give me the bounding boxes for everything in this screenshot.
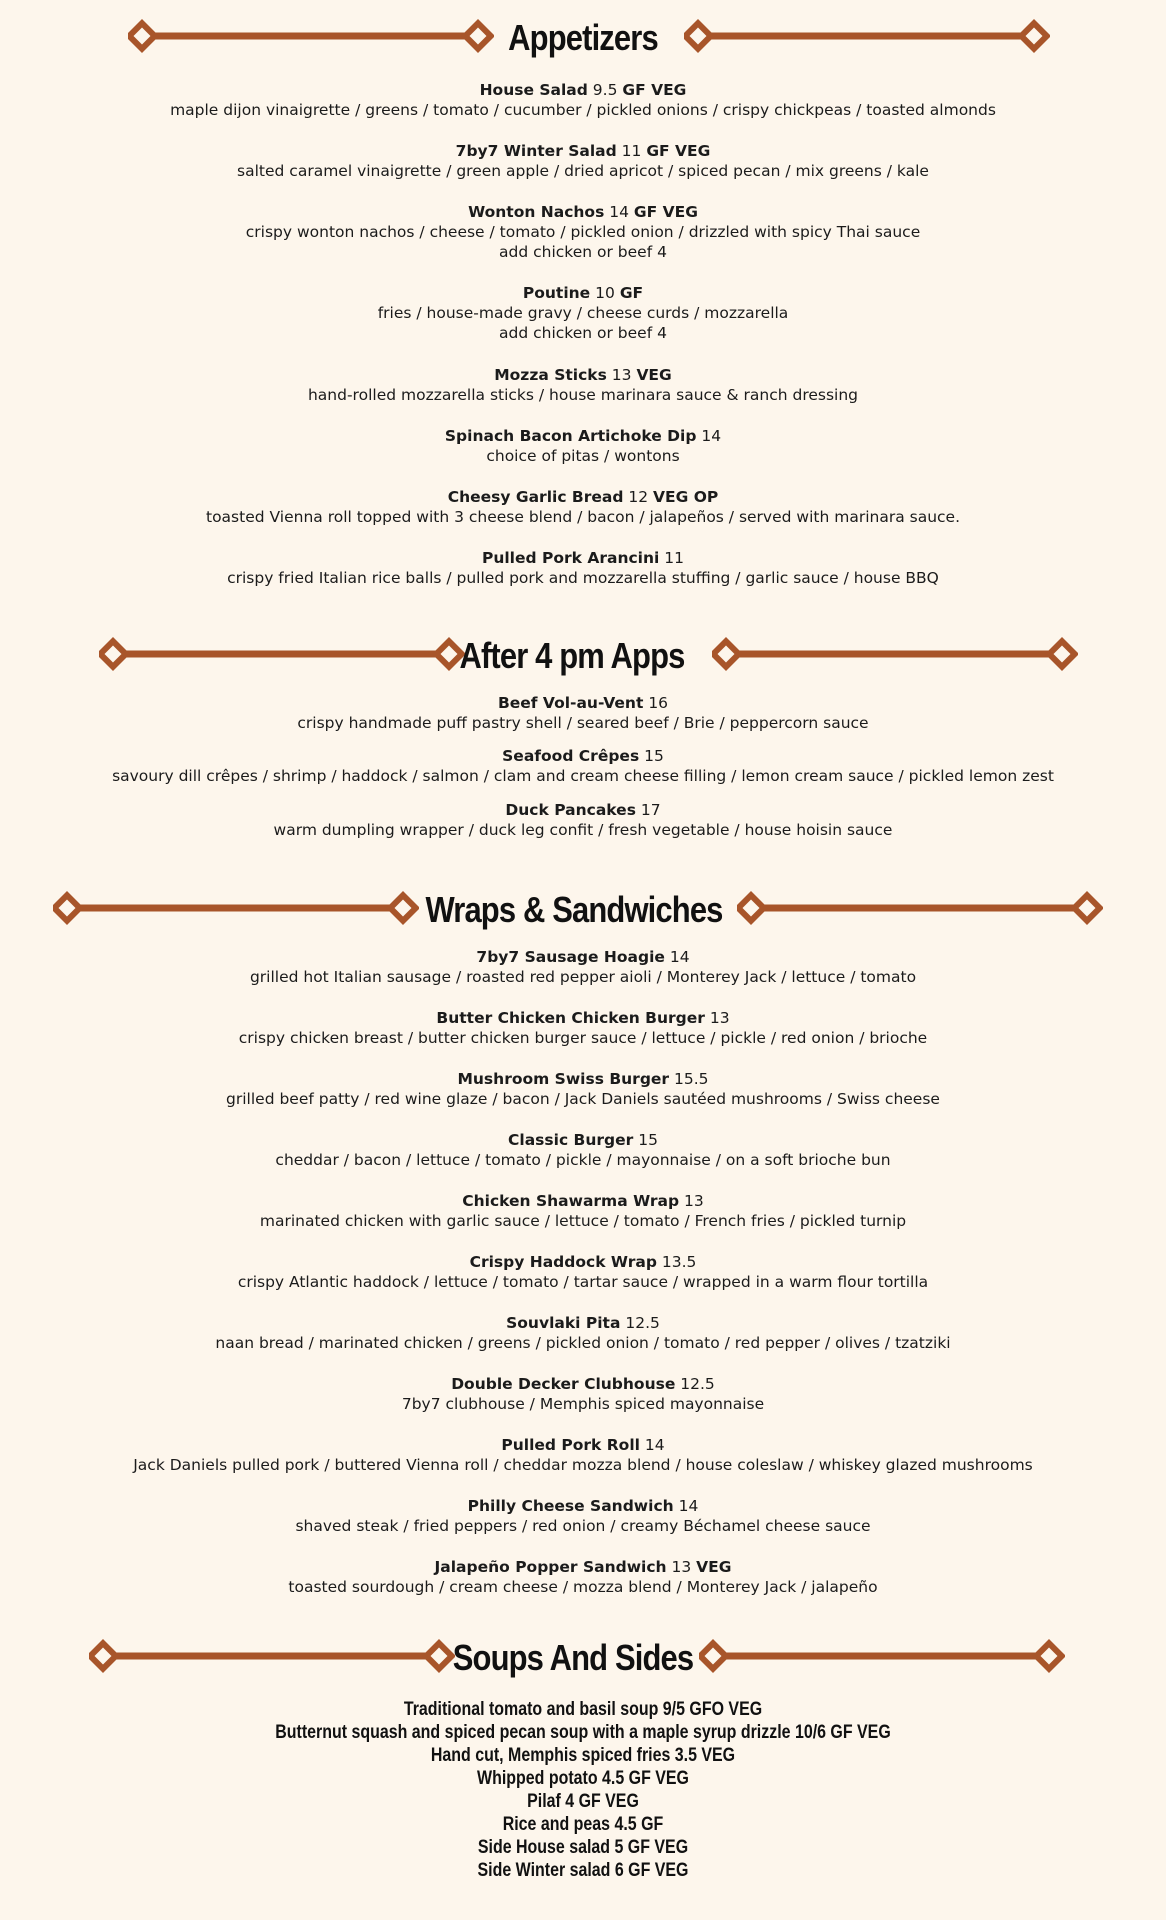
item-name: House Salad [479,81,588,99]
item-price: 14 [609,203,629,221]
section-header-after4 [0,631,1166,681]
item-name: Mushroom Swiss Burger [457,1070,670,1088]
item-price: 11 [664,549,685,567]
menu-item [0,1191,1166,1231]
item-name: Mozza Sticks [494,366,607,384]
item-tags: GF VEG [633,203,698,221]
item-description: 7by7 clubhouse / Memphis spiced mayonnaise [401,1395,765,1413]
menu-item [0,548,1166,588]
list-item: Side House salad 5 GF VEG [477,1837,689,1858]
list-item: Hand cut, Memphis spiced fries 3.5 VEG [430,1745,736,1766]
item-description: choice of pitas / wontons [486,447,680,465]
item-description: toasted Vienna roll topped with 3 cheese blend / bacon / jalapeños / served with marinara sauce. [206,508,960,526]
item-description: hand-rolled mozzarella sticks / house marinara sauce & ranch dressing [307,386,859,404]
item-description: grilled hot Italian sausage / roasted red pepper aioli / Monterey Jack / lettuce / tomato [249,968,917,986]
item-description: naan bread / marinated chicken / greens / pickled onion / tomato / red pepper / olives / tzatziki [215,1334,951,1352]
item-description: salted caramel vinaigrette / green apple / dried apricot / spiced pecan / mix greens / kale [237,162,929,180]
item-price: 13 [684,1192,704,1210]
item-name: Butter Chicken Chicken Burger [436,1009,705,1027]
item-name: 7by7 Winter Salad [455,142,617,160]
item-price: 13 [709,1009,730,1027]
menu-item [0,365,1166,405]
item-description: fries / house-made gravy / cheese curds / mozzarella [377,304,789,322]
menu-item [0,1557,1166,1597]
menu-item [0,426,1166,466]
item-price: 14 [669,948,690,966]
menu-item [0,283,1166,343]
item-price: 12.5 [625,1314,660,1332]
item-name: Souvlaki Pita [506,1314,621,1332]
item-price: 12 [628,488,649,506]
list-item: Rice and peas 4.5 GF [502,1814,664,1835]
menu-item [0,800,1166,840]
item-addon: add chicken or beef 4 [499,243,667,261]
ornament-right [737,885,1103,935]
item-price: 13 [611,366,632,384]
item-tags: VEG [636,366,672,384]
item-name: Poutine [522,284,591,302]
item-addon: add chicken or beef 4 [499,324,667,342]
menu-item [0,947,1166,987]
item-name: Jalapeño Popper Sandwich [434,1558,667,1576]
menu-item [0,693,1166,733]
item-name: Double Decker Clubhouse [451,1375,676,1393]
ornament-right [699,1633,1065,1683]
item-name: Seafood Crêpes [502,747,640,765]
menu-item [0,1313,1166,1353]
menu-item [0,1069,1166,1109]
section-header-wraps [0,885,1166,935]
list-item: Whipped potato 4.5 GF VEG [477,1768,689,1789]
list-item: Pilaf 4 GF VEG [527,1791,639,1812]
item-price: 14 [644,1436,665,1454]
item-description: crispy wonton nachos / cheese / tomato / pickled onion / drizzled with spicy Thai sauce [245,223,921,241]
menu-item [0,1435,1166,1475]
menu-item [0,202,1166,262]
item-description: crispy handmade puff pastry shell / seared beef / Brie / peppercorn sauce [297,714,869,732]
item-price: 17 [640,801,661,819]
item-description: crispy Atlantic haddock / lettuce / tomato / tartar sauce / wrapped in a warm flour tortilla [237,1273,929,1291]
item-price: 9.5 [592,81,618,99]
ornament-right [712,631,1078,681]
section-title-wraps: Wraps & Sandwiches [425,889,723,930]
item-description: grilled beef patty / red wine glaze / bacon / Jack Daniels sautéed mushrooms / Swiss cheese [226,1090,940,1108]
item-price: 15 [638,1131,658,1149]
item-name: Duck Pancakes [505,801,636,819]
item-tags: VEG OP [653,488,719,506]
item-description: cheddar / bacon / lettuce / tomato / pickle / mayonnaise / on a soft brioche bun [275,1151,891,1169]
list-item: Butternut squash and spiced pecan soup with a maple syrup drizzle 10/6 GF VEG [275,1722,891,1743]
menu-item [0,1496,1166,1536]
item-tags: GF VEG [646,142,711,160]
menu-item [0,487,1166,527]
item-name: Chicken Shawarma Wrap [462,1192,680,1210]
item-price: 16 [648,694,669,712]
ornament-right [684,13,1050,63]
item-price: 11 [621,142,642,160]
item-name: Classic Burger [508,1131,634,1149]
item-description: shaved steak / fried peppers / red onion / creamy Béchamel cheese sauce [295,1517,871,1535]
item-description: crispy fried Italian rice balls / pulled pork and mozzarella stuffing / garlic sauce / house BBQ [227,569,939,587]
item-price: 13 [671,1558,692,1576]
item-name: Pulled Pork Roll [501,1436,640,1454]
item-description: marinated chicken with garlic sauce / lettuce / tomato / French fries / pickled turnip [259,1212,907,1230]
item-price: 14 [678,1497,699,1515]
item-price: 15.5 [674,1070,709,1088]
item-name: Wonton Nachos [468,203,605,221]
menu-item [0,80,1166,120]
section-header-appetizers [0,13,1166,63]
item-name: Pulled Pork Arancini [481,549,660,567]
item-tags: GF VEG [622,81,687,99]
list-item: Side Winter salad 6 GF VEG [477,1860,689,1881]
section-title-after4: After 4 pm Apps [459,635,685,676]
item-name: Beef Vol-au-Vent [497,694,644,712]
item-name: Cheesy Garlic Bread [447,488,624,506]
item-tags: GF [619,284,644,302]
menu-item [0,1374,1166,1414]
item-name: Crispy Haddock Wrap [469,1253,657,1271]
menu-item [0,1130,1166,1170]
item-description: savoury dill crêpes / shrimp / haddock / salmon / clam and cream cheese filling / lemon cream sauce / pickled lemon zest [112,767,1054,785]
item-price: 13.5 [661,1253,697,1271]
item-price: 14 [701,427,722,445]
section-title-appetizers: Appetizers [508,17,658,58]
soups-sides-list [0,1698,1166,1882]
item-name: Spinach Bacon Artichoke Dip [444,427,697,445]
section-header-soups [0,1633,1166,1683]
item-price: 10 [595,284,615,302]
item-description: Jack Daniels pulled pork / buttered Vienna roll / cheddar mozza blend / house coleslaw / whiskey glazed mushrooms [133,1456,1033,1474]
menu-item [0,1252,1166,1292]
item-name: 7by7 Sausage Hoagie [476,948,665,966]
menu-item [0,1008,1166,1048]
item-description: toasted sourdough / cream cheese / mozza blend / Monterey Jack / jalapeño [288,1578,878,1596]
item-description: warm dumpling wrapper / duck leg confit / fresh vegetable / house hoisin sauce [273,821,893,839]
item-name: Philly Cheese Sandwich [467,1497,674,1515]
section-title-soups: Soups And Sides [452,1637,694,1678]
list-item: Traditional tomato and basil soup 9/5 GFO VEG [403,1699,763,1720]
menu-item [0,141,1166,181]
item-tags: VEG [696,1558,732,1576]
item-description: crispy chicken breast / butter chicken burger sauce / lettuce / pickle / red onion / brioche [238,1029,928,1047]
menu-item [0,746,1166,786]
item-price: 12.5 [680,1375,715,1393]
item-description: maple dijon vinaigrette / greens / tomato / cucumber / pickled onions / crispy chickpeas / toasted almonds [170,101,996,119]
item-price: 15 [644,747,664,765]
